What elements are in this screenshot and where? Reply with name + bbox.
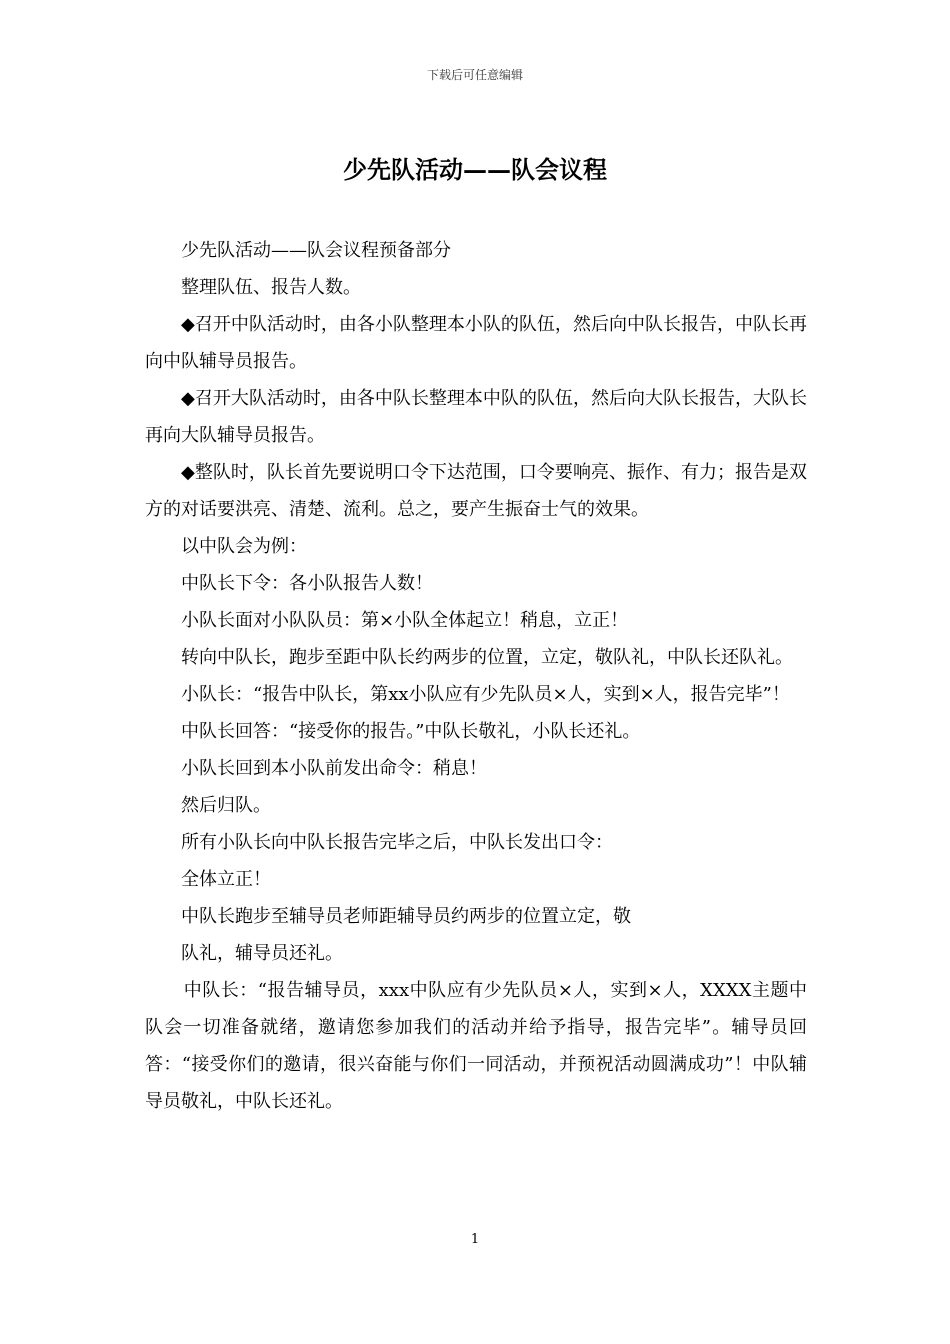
paragraph: ◆召开大队活动时，由各中队长整理本中队的队伍，然后向大队长报告，大队长再向大队辅导员报告。 [145,388,807,446]
paragraph: 小队长面对小队队员：第×小队全体起立！稍息，立正！ [181,610,629,631]
paragraph: 整理队伍、报告人数。 [181,277,361,298]
paragraph: 中队长跑步至辅导员老师距辅导员约两步的位置立定，敬 [181,906,631,927]
paragraph: ◆召开中队活动时，由各小队整理本小队的队伍，然后向中队长报告，中队长再向中队辅导员报告。 [145,314,807,372]
header-note: 下载后可任意编辑 [426,68,523,82]
paragraph: 中队长：“报告辅导员，xxx中队应有少先队员×人，实到×人，XXXX主题中队会一切准备就绪，邀请您参加我们的活动并给予指导，报告完毕”。辅导员回答：“接受你们的邀请，很兴奋能与你们一同活动，并预祝活动圆满成功”！中队辅导员敬礼，中队长还礼。 [145,980,807,1112]
page-number: 1 [470,1232,480,1247]
paragraph: 小队长回到本小队前发出命令：稍息！ [181,758,487,779]
document-title: 少先队活动——队会议程 [343,155,607,184]
paragraph: 中队长回答：“接受你的报告。”中队长敬礼，小队长还礼。 [181,721,641,742]
paragraph: 所有小队长向中队长报告完毕之后，中队长发出口令： [181,832,613,853]
paragraph: 小队长：“报告中队长，第xx小队应有少先队员×人，实到×人，报告完毕”！ [181,684,790,705]
paragraph: 然后归队。 [181,795,271,816]
paragraph: 转向中队长，跑步至距中队长约两步的位置，立定，敬队礼，中队长还队礼。 [181,647,793,668]
paragraph: 中队长下令：各小队报告人数！ [181,573,433,594]
paragraph: 全体立正！ [181,869,271,890]
paragraph: 以中队会为例： [181,536,307,557]
paragraph: ◆整队时，队长首先要说明口令下达范围，口令要响亮、振作、有力；报告是双方的对话要洪亮、清楚、流利。总之，要产生振奋士气的效果。 [145,462,807,520]
paragraph: 队礼，辅导员还礼。 [181,943,343,964]
paragraph: 少先队活动——队会议程预备部分 [181,240,451,261]
document-body [145,232,807,1120]
